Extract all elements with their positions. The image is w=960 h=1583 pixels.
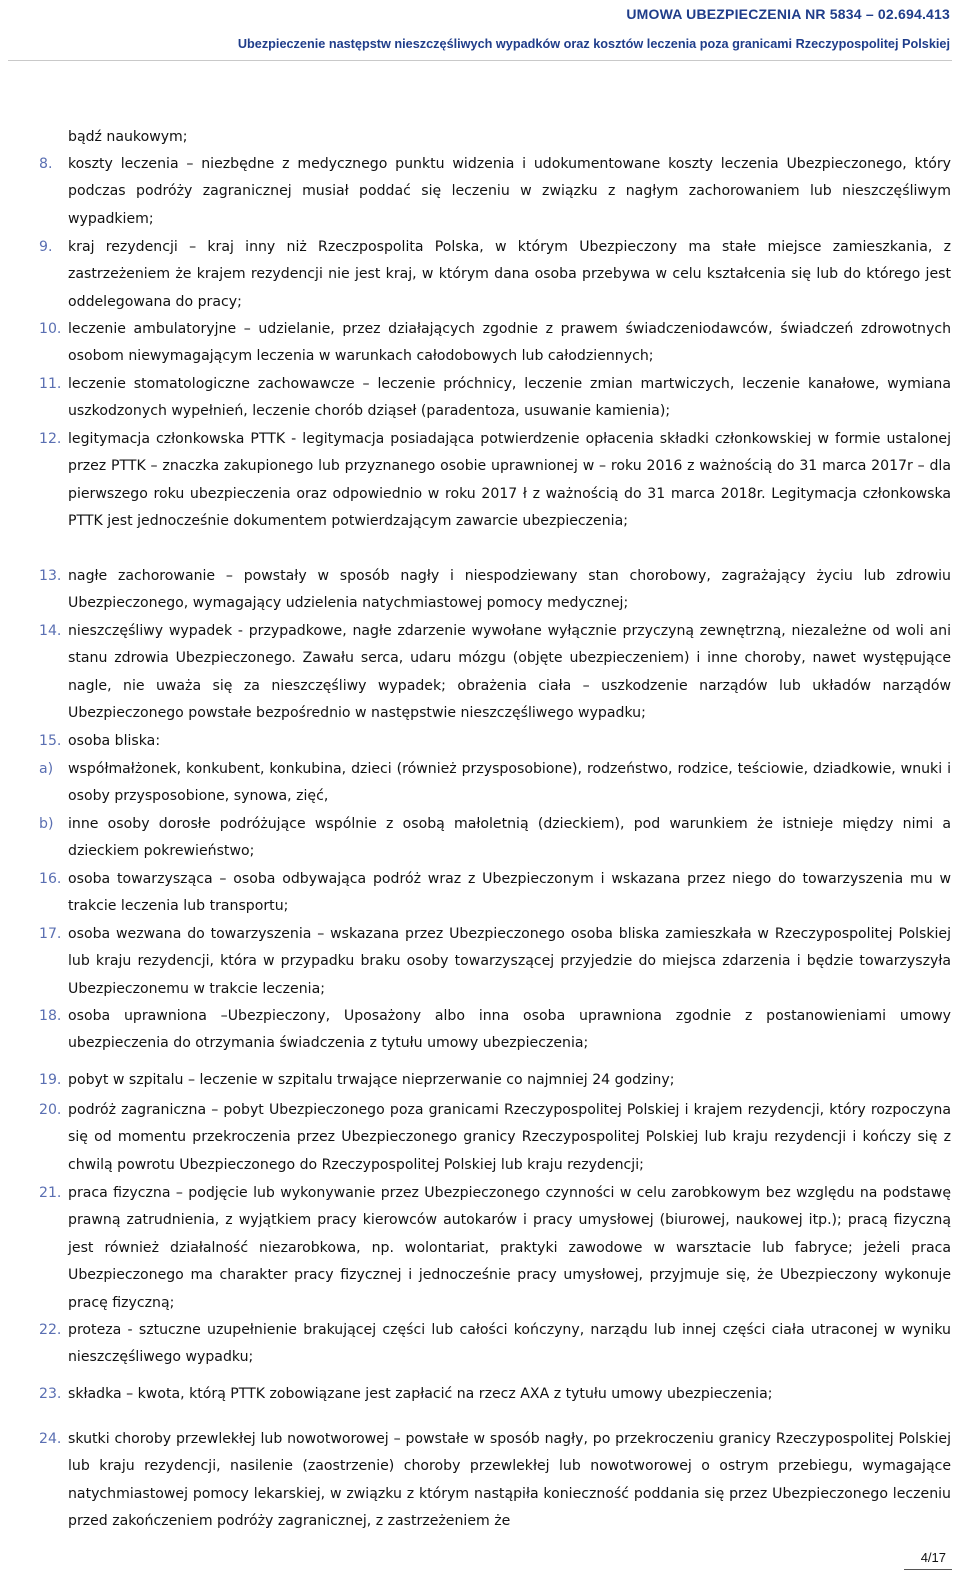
item-text: inne osoby dorosłe podróżujące wspólnie z osobą małoletnią (dzieckiem), pod warunkiem że istnieje między nimi a dzieckiem pokrewieństwo;	[68, 816, 951, 860]
list-item	[39, 371, 951, 426]
list-item	[39, 1097, 951, 1179]
list-item	[39, 316, 951, 371]
item-text: podróż zagraniczna – pobyt Ubezpieczonego poza granicami Rzeczypospolitej Polskiej i krajem rezydencji, który rozpoczyna się od momentu przekroczenia przez Ubezpieczonego granicy Rzeczypospolitej Polskiej lub kraju rezydencji i kończy się z chwilą powrotu Ubezpieczonego do Rzeczypospolitej Polskiej lub kraju rezydencji;	[68, 1102, 951, 1173]
list-item	[39, 563, 951, 618]
item-number: 11.	[39, 376, 62, 392]
list-item	[39, 1003, 951, 1058]
item-text: osoba bliska:	[68, 733, 161, 749]
list-item	[39, 756, 951, 811]
item-text: pobyt w szpitalu – leczenie w szpitalu trwające nieprzerwanie co najmniej 24 godziny;	[68, 1072, 675, 1088]
page-number-underline	[904, 1569, 952, 1570]
item-number: 17.	[39, 926, 62, 942]
item-text: składka – kwota, którą PTTK zobowiązane jest zapłacić na rzecz AXA z tytułu umowy ubezpieczenia;	[68, 1386, 773, 1402]
list-item	[39, 866, 951, 921]
item-text: nagłe zachorowanie – powstały w sposób nagły i niespodziewany stan chorobowy, zagrażający życiu lub zdrowiu Ubezpieczonego, wymagający udzielenia natychmiastowej pomocy medycznej;	[68, 568, 951, 612]
header-divider	[8, 60, 952, 61]
list-item	[39, 1067, 951, 1094]
item-text: legitymacja członkowska PTTK - legitymacja posiadająca potwierdzenie opłacenia składki członkowskiej w formie ustalonej przez PTTK – znaczka zakupionego lub przyznanego osobie uprawnionej w – roku 2016 z ważnością do 31 marca 2017r – dla pierwszego roku ubezpieczenia oraz odpowiednio w roku 2017 ł z ważnością do 31 marca 2018r. Legitymacja członkowska PTTK jest jednocześnie dokumentem potwierdzającym zawarcie ubezpieczenia;	[68, 431, 951, 530]
item-text: skutki choroby przewlekłej lub nowotworowej – powstałe w sposób nagły, po przekroczeniu granicy Rzeczypospolitej Polskiej lub kraju rezydencji, nasilenie (zaostrzenie) choroby przewlekłej lub nowotworowej o ostrym przebiegu, wymagające natychmiastowej pomocy lekarskiej, w związku z którym nastąpiła konieczność poddania się przez Ubezpieczonego leczeniu przed zakończeniem podróży zagranicznej, z zastrzeżeniem że	[68, 1431, 951, 1530]
item-number: 13.	[39, 568, 62, 584]
list-item	[39, 618, 951, 728]
item-number: 18.	[39, 1008, 62, 1024]
item-text: osoba uprawniona –Ubezpieczony, Uposażony albo inna osoba uprawniona zgodnie z postanowieniami umowy ubezpieczenia do otrzymania świadczenia z tytułu umowy ubezpieczenia;	[68, 1008, 951, 1052]
document-subtitle: Ubezpieczenie następstw nieszczęśliwych wypadków oraz kosztów leczenia poza granicami Rzeczypospolitej Polskiej	[237, 37, 950, 51]
item-number: 14.	[39, 623, 62, 639]
list-item	[39, 1426, 951, 1536]
document-title: UMOWA UBEZPIECZENIA NR 5834 – 02.694.413	[626, 6, 950, 22]
item-text: współmałżonek, konkubent, konkubina, dzieci (również przysposobione), rodzeństwo, rodzice, teściowie, dziadkowie, wnuki i osoby przysposobione, synowa, zięć,	[68, 761, 951, 805]
item-text: koszty leczenia – niezbędne z medycznego punktu widzenia i udokumentowane koszty leczenia Ubezpieczonego, który podczas podróży zagranicznej musiał poddać się leczeniu w związku z nagłym zachorowaniem lub nieszczęśliwym wypadkiem;	[68, 156, 951, 227]
item-number: 23.	[39, 1386, 62, 1402]
list-item	[39, 1180, 951, 1317]
item-number: 8.	[39, 156, 53, 172]
list-item	[39, 151, 951, 233]
item-text: osoba towarzysząca – osoba odbywająca podróż wraz z Ubezpieczonym i wskazana przez niego do towarzyszenia mu w trakcie leczenia lub transportu;	[68, 871, 951, 915]
list-item	[39, 234, 951, 316]
continuation-text: bądź naukowym;	[68, 129, 188, 145]
item-number: 24.	[39, 1431, 62, 1447]
item-letter: b)	[39, 816, 54, 832]
item-letter: a)	[39, 761, 54, 777]
item-text: osoba wezwana do towarzyszenia – wskazana przez Ubezpieczonego osoba bliska zamieszkała w Rzeczypospolitej Polskiej lub kraju rezydencji, która w przypadku braku osoby towarzyszącej przyjedzie do miejsca zdarzenia i będzie towarzyszyła Ubezpieczonemu w trakcie leczenia;	[68, 926, 951, 997]
item-number: 9.	[39, 239, 53, 255]
item-number: 20.	[39, 1102, 62, 1118]
item-text: praca fizyczna – podjęcie lub wykonywanie przez Ubezpieczonego czynności w celu zarobkowym bez względu na podstawę prawną zatrudnienia, z wyjątkiem pracy kierowców autokarów i pracy umysłowej (biurowej, naukowej itp.); pracą fizyczną jest również działalność niezarobkowa, np. wolontariat, praktyki zawodowe w warsztacie lub fabryce; jeżeli praca Ubezpieczonego ma charakter pracy fizycznej i jednocześnie pracy umysłowej, przyjmuje się, że Ubezpieczony wykonuje pracę fizyczną;	[68, 1185, 951, 1311]
list-item	[39, 426, 951, 536]
list-item	[39, 1381, 951, 1408]
item-number: 22.	[39, 1322, 62, 1338]
item-number: 12.	[39, 431, 62, 447]
item-number: 16.	[39, 871, 62, 887]
item-text: proteza - sztuczne uzupełnienie brakującej części lub całości kończyny, narządu lub innej części ciała utraconej w wyniku nieszczęśliwego wypadku;	[68, 1322, 951, 1366]
item-text: nieszczęśliwy wypadek - przypadkowe, nagłe zdarzenie wywołane wyłącznie przyczyną zewnętrzną, niezależne od woli ani stanu zdrowia Ubezpieczonego. Zawału serca, udaru mózgu (objęte ubezpieczeniem) i inne choroby, nawet występujące nagle, nie uważa się za nieszczęśliwy wypadek; obrażenia ciała – uszkodzenie narządów lub układów narządów Ubezpieczonego powstałe bezpośrednio w następstwie nieszczęśliwego wypadku;	[68, 623, 951, 722]
list-item	[39, 1317, 951, 1372]
list-item	[39, 811, 951, 866]
item-number: 15.	[39, 733, 62, 749]
item-text: leczenie stomatologiczne zachowawcze – leczenie próchnicy, leczenie zmian martwiczych, leczenie kanałowe, wymiana uszkodzonych wypełnień, leczenie chorób dziąseł (paradentoza, usuwanie kamienia);	[68, 376, 951, 420]
item-number: 10.	[39, 321, 62, 337]
page-number: 4/17	[920, 1550, 946, 1565]
item-number: 19.	[39, 1072, 62, 1088]
list-item	[39, 921, 951, 1003]
item-text: kraj rezydencji – kraj inny niż Rzeczpospolita Polska, w którym Ubezpieczony ma stałe miejsce zamieszkania, z zastrzeżeniem że krajem rezydencji nie jest kraj, w którym dana osoba przebywa w celu kształcenia się lub do którego jest oddelegowana do pracy;	[68, 239, 951, 310]
item-number: 21.	[39, 1185, 62, 1201]
list-item	[39, 728, 951, 755]
item-text: leczenie ambulatoryjne – udzielanie, przez działających zgodnie z prawem świadczeniodawców, świadczeń zdrowotnych osobom niewymagającym leczenia w warunkach całodobowych lub całodziennych;	[68, 321, 951, 365]
